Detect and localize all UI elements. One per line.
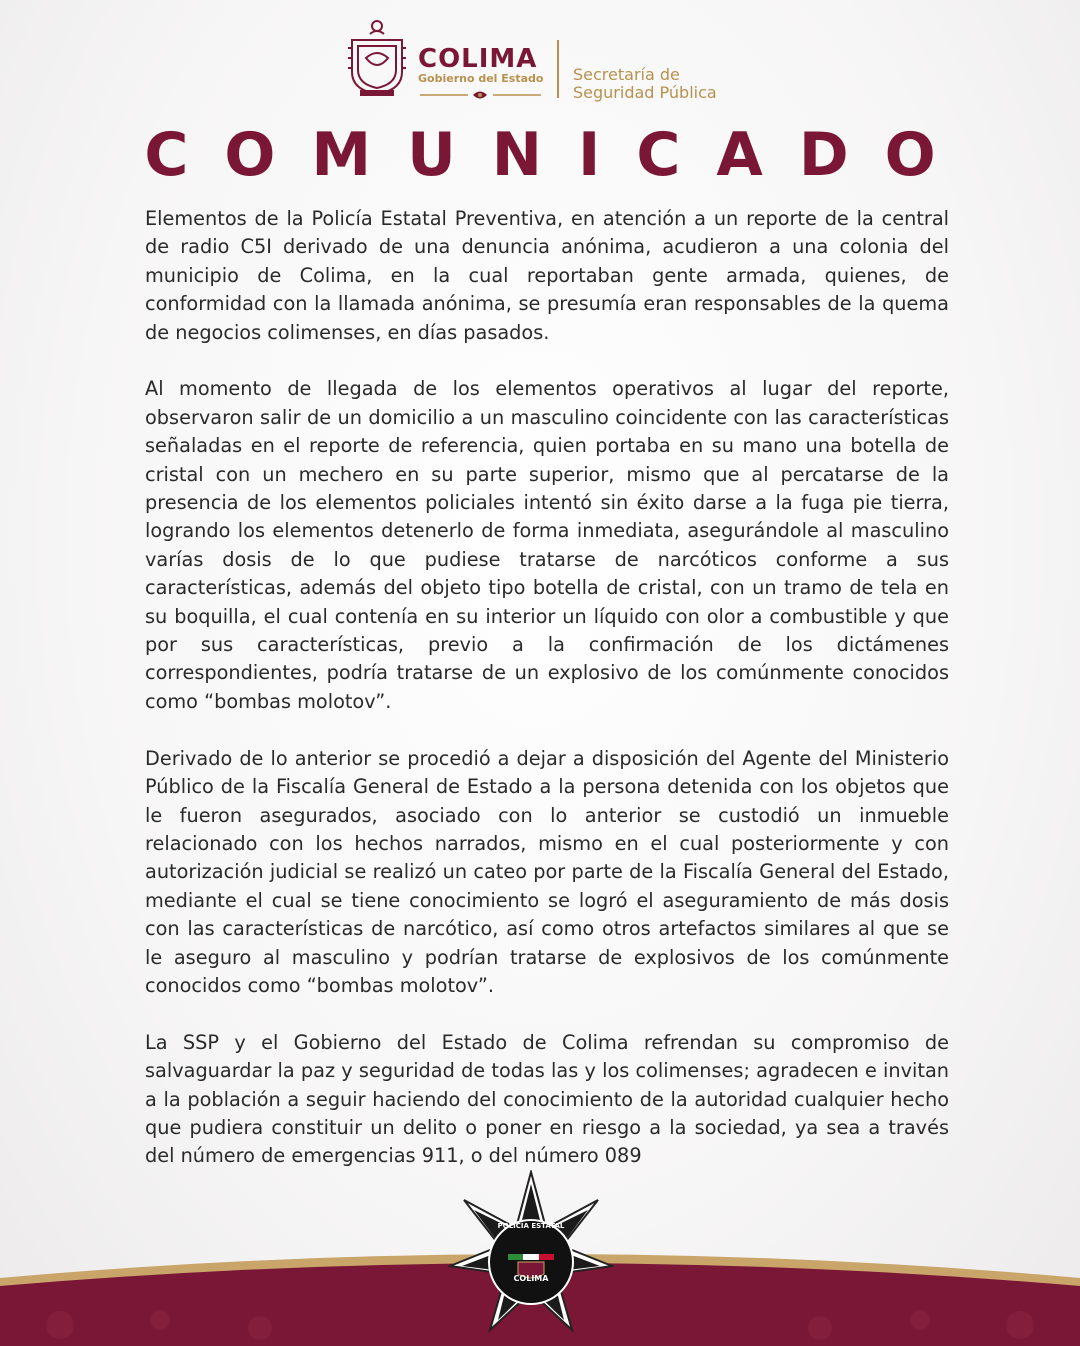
- brand-block: [418, 46, 543, 86]
- communique-body: [145, 205, 949, 1199]
- police-badge: [448, 1170, 614, 1346]
- ornament-icon: [418, 88, 543, 102]
- police-star-icon: [448, 1170, 614, 1346]
- badge-top-text: POLICÍA ESTATAL: [497, 1222, 565, 1230]
- paragraph-1: Elementos de la Policía Estatal Preventiva, en atención a un reporte de la central de radio C5I derivado de una denuncia anónima, acudieron a una colonia del municipio de Colima, en la cual reportaban gente armada, quienes, de conformidad con la llamada anónima, se presumía eran responsables de la quema de negocios colimenses, en días pasados.: [145, 207, 949, 344]
- secretaria-line2: Seguridad Pública: [573, 83, 717, 102]
- page-title: COMUNICADO: [144, 120, 972, 190]
- header: [0, 18, 1080, 100]
- badge-bottom-text: COLIMA: [513, 1274, 549, 1283]
- colima-crest-icon: [346, 18, 408, 98]
- paragraph-3: Derivado de lo anterior se procedió a dejar a disposición del Agente del Ministerio Público de la Fiscalía General de Estado a la persona detenida con los objetos que le fueron asegurados, asociado con lo anterior se custodió un inmueble relacionado con los hechos narrados, mismo en el cual posteriormente y con autorización judicial se realizó un cateo por parte de la Fiscalía General del Estado, mediante el cual se tiene conocimiento se logró el aseguramiento de más dosis con las características de narcótico, así como otros artefactos similares al que se le aseguro al masculino y podrían tratarse de explosivos de los comúnmente conocidos como “bombas molotov”.: [145, 746, 949, 997]
- brand-subtitle: Gobierno del Estado: [418, 72, 544, 85]
- brand-name: COLIMA: [418, 44, 538, 74]
- paragraph-4: La SSP y el Gobierno del Estado de Colima refrendan su compromiso de salvaguardar la paz y seguridad de todas las y los colimenses; agradecen e invitan a la población a seguir haciendo del conocimiento de la autoridad cualquier hecho que pudiera constituir un delito o poner en riesgo a la sociedad, ya sea a través del número de emergencias 911, o del número 089: [145, 1030, 949, 1168]
- paragraph-2: Al momento de llegada de los elementos operativos al lugar del reporte, observaron salir de un domicilio a un masculino coincidente con las características señaladas en el reporte de referencia, quien portaba en su mano una botella de cristal con un mechero en su parte superior, mismo que al percatarse de la presencia de los elementos policiales intentó sin éxito darse a la fuga pie tierra, logrando los elementos detenerlo de forma inmediata, asegurándole al masculino varías dosis de lo que pudiese tratarse de narcóticos conforme a sus características, además del objeto tipo botella de cristal, con un tramo de tela en su boquilla, el cual contenía en su interior un líquido con olor a combustible y que por sus características, previo a la confirmación de los dictámenes correspondientes, podría tratarse de un explosivo de los comúnmente conocidos como “bombas molotov”.: [145, 377, 949, 713]
- secretaria-line1: Secretaría de: [573, 65, 680, 84]
- secretaria-label: [573, 66, 717, 102]
- header-divider: [557, 40, 559, 98]
